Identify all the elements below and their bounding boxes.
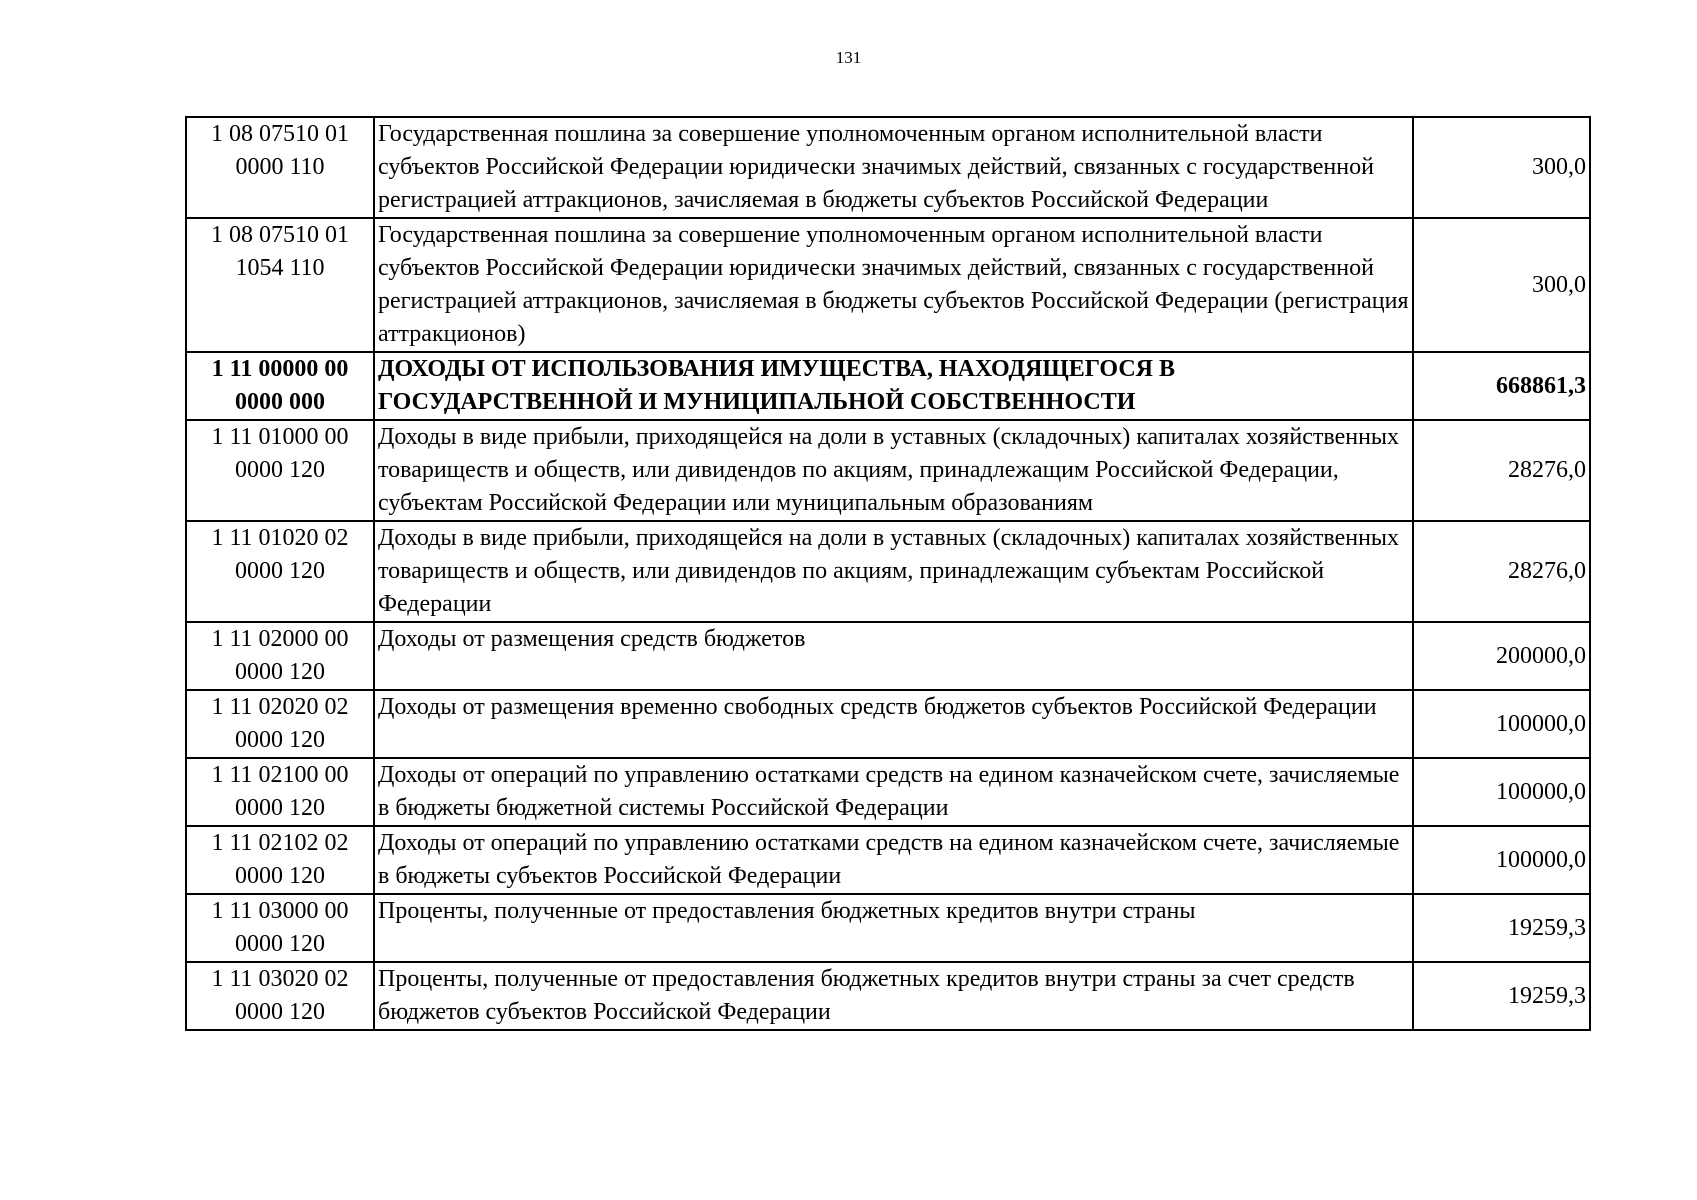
description-cell: Доходы в виде прибыли, приходящейся на доли в уставных (складочных) капиталах хозяйственных товариществ и обществ, или дивидендов по акциям, принадлежащим Российской Федерации, субъектам Российской Федерации или муниципальным образованиям — [374, 420, 1413, 521]
table-row — [186, 690, 1590, 758]
budget-code-cell: 1 11 02000 00 0000 120 — [186, 622, 374, 690]
description-cell: Доходы в виде прибыли, приходящейся на доли в уставных (складочных) капиталах хозяйственных товариществ и обществ, или дивидендов по акциям, принадлежащим субъектам Российской Федерации — [374, 521, 1413, 622]
budget-code-cell: 1 08 07510 01 0000 110 — [186, 117, 374, 218]
budget-code-cell: 1 08 07510 01 1054 110 — [186, 218, 374, 352]
table-row — [186, 826, 1590, 894]
amount-cell: 28276,0 — [1413, 420, 1590, 521]
amount-cell: 300,0 — [1413, 117, 1590, 218]
table-row — [186, 894, 1590, 962]
budget-code-cell: 1 11 02100 00 0000 120 — [186, 758, 374, 826]
budget-code-cell: 1 11 01000 00 0000 120 — [186, 420, 374, 521]
description-cell: Проценты, полученные от предоставления бюджетных кредитов внутри страны за счет средств бюджетов субъектов Российской Федерации — [374, 962, 1413, 1030]
amount-cell: 100000,0 — [1413, 690, 1590, 758]
revenue-table — [185, 116, 1591, 1031]
budget-code-cell: 1 11 01020 02 0000 120 — [186, 521, 374, 622]
description-cell: Доходы от размещения временно свободных средств бюджетов субъектов Российской Федерации — [374, 690, 1413, 758]
budget-code-cell: 1 11 02020 02 0000 120 — [186, 690, 374, 758]
budget-code-cell: 1 11 02102 02 0000 120 — [186, 826, 374, 894]
description-cell: ДОХОДЫ ОТ ИСПОЛЬЗОВАНИЯ ИМУЩЕСТВА, НАХОДЯЩЕГОСЯ В ГОСУДАРСТВЕННОЙ И МУНИЦИПАЛЬНОЙ СОБСТВЕННОСТИ — [374, 352, 1413, 420]
amount-cell: 300,0 — [1413, 218, 1590, 352]
budget-code-cell: 1 11 00000 00 0000 000 — [186, 352, 374, 420]
description-cell: Доходы от размещения средств бюджетов — [374, 622, 1413, 690]
table-row — [186, 117, 1590, 218]
amount-cell: 28276,0 — [1413, 521, 1590, 622]
amount-cell: 100000,0 — [1413, 826, 1590, 894]
page-number: 131 — [835, 48, 862, 67]
description-cell: Доходы от операций по управлению остатками средств на едином казначейском счете, зачисляемые в бюджеты субъектов Российской Федерации — [374, 826, 1413, 894]
amount-cell: 100000,0 — [1413, 758, 1590, 826]
description-cell: Государственная пошлина за совершение уполномоченным органом исполнительной власти субъектов Российской Федерации юридически значимых действий, связанных с государственной регистрацией аттракционов, зачисляемая в бюджеты субъектов Российской Федерации (регистрация аттракционов) — [374, 218, 1413, 352]
table-row — [186, 622, 1590, 690]
budget-code-cell: 1 11 03000 00 0000 120 — [186, 894, 374, 962]
description-cell: Государственная пошлина за совершение уполномоченным органом исполнительной власти субъектов Российской Федерации юридически значимых действий, связанных с государственной регистрацией аттракционов, зачисляемая в бюджеты субъектов Российской Федерации — [374, 117, 1413, 218]
amount-cell: 200000,0 — [1413, 622, 1590, 690]
table-row-section-total — [186, 352, 1590, 420]
table-row — [186, 962, 1590, 1030]
table-row — [186, 218, 1590, 352]
budget-code-cell: 1 11 03020 02 0000 120 — [186, 962, 374, 1030]
table-row — [186, 758, 1590, 826]
description-cell: Доходы от операций по управлению остатками средств на едином казначейском счете, зачисляемые в бюджеты бюджетной системы Российской Федерации — [374, 758, 1413, 826]
amount-cell: 19259,3 — [1413, 962, 1590, 1030]
description-cell: Проценты, полученные от предоставления бюджетных кредитов внутри страны — [374, 894, 1413, 962]
amount-cell: 668861,3 — [1413, 352, 1590, 420]
amount-cell: 19259,3 — [1413, 894, 1590, 962]
table-row — [186, 420, 1590, 521]
table-row — [186, 521, 1590, 622]
